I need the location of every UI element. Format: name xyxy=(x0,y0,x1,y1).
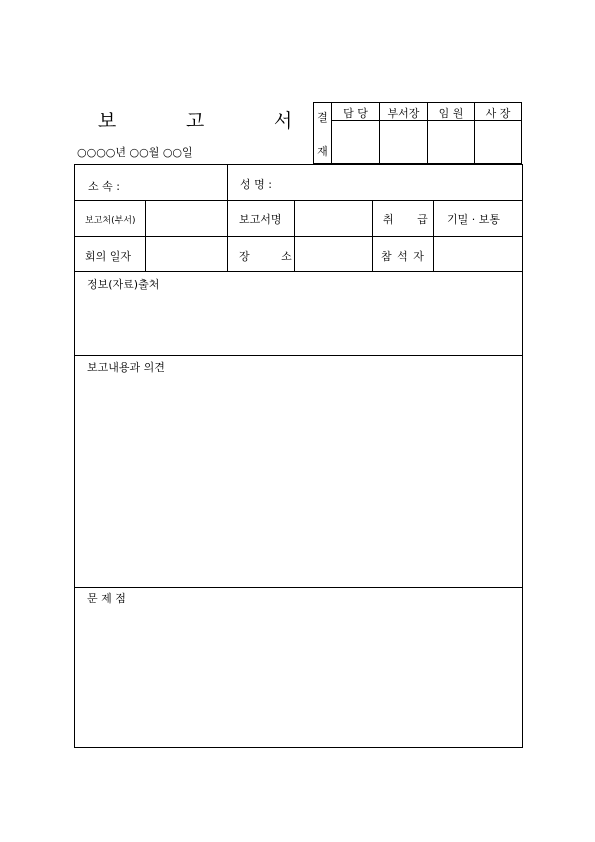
place-label: 장 소 xyxy=(239,250,306,263)
document-title xyxy=(95,106,295,130)
title-char: 고 xyxy=(185,110,205,132)
title-char: 서 xyxy=(273,110,293,132)
reporter-label: 보고서명 xyxy=(239,213,282,226)
approval-side-label-top: 결 xyxy=(317,111,328,124)
signature-box-dept-head[interactable] xyxy=(380,121,427,163)
signature-box-president[interactable] xyxy=(475,121,521,163)
source-section-label: 정보(자료)출처 xyxy=(87,278,160,291)
content-section-label: 보고내용과 의견 xyxy=(87,361,165,374)
handling-value[interactable]: 기밀 · 보통 xyxy=(447,213,500,226)
attendees-label: 참 석 자 xyxy=(381,250,425,263)
approval-side-label-bottom: 재 xyxy=(317,145,328,158)
name-label: 성 명 : xyxy=(240,178,272,191)
approval-box xyxy=(313,102,522,164)
affiliation-label: 소 속 : xyxy=(88,180,120,193)
meeting-date-field[interactable] xyxy=(147,238,225,270)
title-char: 보 xyxy=(97,110,117,132)
signature-box-manager[interactable] xyxy=(332,121,379,163)
report-form xyxy=(74,164,523,748)
meeting-date-label: 회의 일자 xyxy=(85,250,132,263)
report-to-label: 보고처(부서) xyxy=(85,216,136,226)
attendees-field[interactable] xyxy=(435,238,521,270)
source-section-field[interactable] xyxy=(77,293,520,353)
content-section-field[interactable] xyxy=(77,375,520,585)
approval-col-dept-head: 부서장 xyxy=(387,107,420,120)
affiliation-field[interactable] xyxy=(135,167,225,198)
reporter-field[interactable] xyxy=(296,202,371,235)
name-field[interactable] xyxy=(290,167,520,198)
place-field[interactable] xyxy=(296,238,371,270)
handling-label: 취 급 xyxy=(383,213,438,226)
approval-col-manager: 담 당 xyxy=(343,107,368,120)
signature-box-executive[interactable] xyxy=(428,121,474,163)
problems-section-field[interactable] xyxy=(77,607,520,745)
problems-section-label: 문 제 점 xyxy=(87,592,126,605)
report-to-field[interactable] xyxy=(147,202,225,235)
date-line: ○○○○년 ○○월 ○○일 xyxy=(77,146,193,159)
approval-col-president: 사 장 xyxy=(485,107,511,120)
approval-col-executive: 임 원 xyxy=(438,107,464,120)
